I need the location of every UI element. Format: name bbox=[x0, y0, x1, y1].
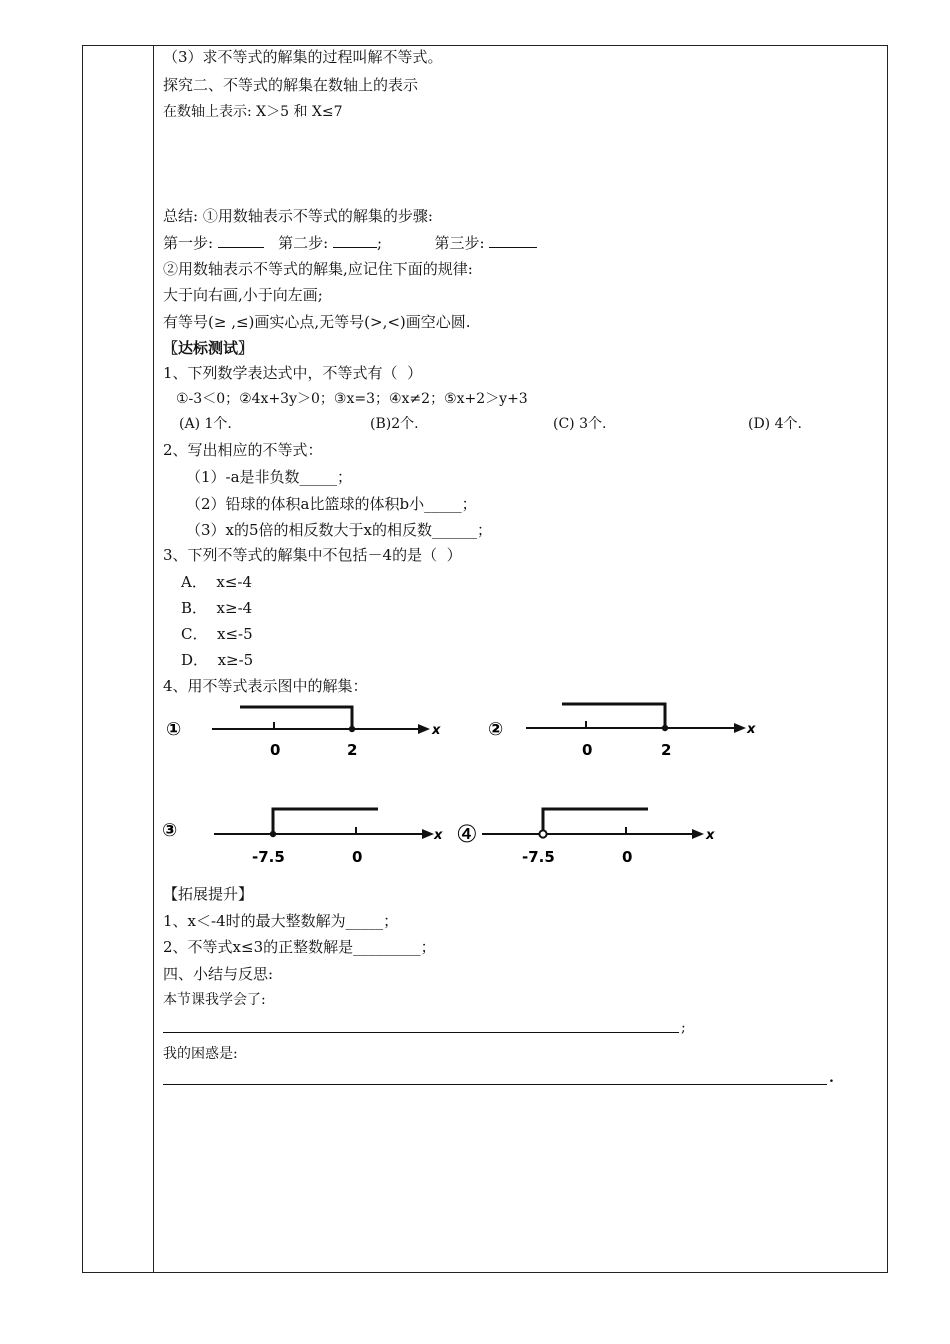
step1-label: 第一步: bbox=[163, 234, 214, 252]
figure-4-hollow-circle bbox=[539, 830, 546, 837]
extend-question-1: 1、x＜-4时的最大整数解为_____； bbox=[163, 912, 399, 930]
q1-option-d: (D) 4个. bbox=[748, 416, 802, 432]
confused-answer-line[interactable] bbox=[163, 1084, 827, 1085]
question-1-items: ①-3＜0；②4x+3y＞0；③x=3；④x≠2；⑤x+2＞y+3 bbox=[176, 391, 528, 407]
q1-option-b: (B)2个. bbox=[370, 416, 419, 432]
step1-blank[interactable] bbox=[218, 233, 264, 248]
steps-row bbox=[163, 233, 537, 253]
question-2-3: （3）x的5倍的相反数大于x的相反数______； bbox=[186, 521, 493, 539]
figure-1-label: ① bbox=[166, 719, 182, 740]
q3-option-d: D． x≥-5 bbox=[181, 651, 254, 669]
explore-two-heading: 探究二、不等式的解集在数轴上的表示 bbox=[163, 76, 419, 94]
figure-1-solution-ray bbox=[240, 707, 352, 729]
figure-2 bbox=[488, 704, 756, 759]
figure-1 bbox=[166, 707, 441, 759]
figure-3 bbox=[162, 809, 443, 866]
test-heading: 〖达标测试〗 bbox=[163, 339, 254, 357]
q1-option-a: (A) 1个. bbox=[179, 416, 232, 432]
q3-option-a: A． x≤-4 bbox=[181, 573, 253, 591]
q3-option-b: B． x≥-4 bbox=[181, 599, 253, 617]
figure-4-arrow bbox=[692, 829, 704, 839]
step2-label: 第二步: bbox=[278, 234, 329, 252]
confused-label: 我的困惑是: bbox=[163, 1046, 238, 1062]
figure-2-tick-label-2: 2 bbox=[661, 741, 672, 759]
extend-question-2: 2、不等式x≤3的正整数解是_________； bbox=[163, 938, 436, 956]
figure-3-solution-ray bbox=[273, 809, 378, 834]
learned-label: 本节课我学会了: bbox=[163, 992, 266, 1008]
number-line-task: 在数轴上表示: X＞5 和 X≤7 bbox=[163, 104, 343, 120]
figure-3-tick-label-0: 0 bbox=[352, 848, 363, 866]
figure-1-arrow bbox=[418, 724, 430, 734]
question-4: 4、用不等式表示图中的解集： bbox=[163, 677, 368, 695]
step3-blank[interactable] bbox=[489, 233, 537, 248]
figure-2-solid-dot bbox=[662, 725, 668, 731]
figure-2-tick-label-0: 0 bbox=[582, 741, 593, 759]
figure-1-solid-dot bbox=[349, 726, 355, 732]
section-four-heading: 四、小结与反思: bbox=[163, 965, 274, 983]
learned-answer-line[interactable] bbox=[163, 1032, 679, 1033]
figure-2-axis-label: x bbox=[747, 722, 756, 737]
number-line-figures bbox=[160, 700, 760, 875]
step2-blank[interactable] bbox=[333, 233, 377, 248]
question-2-1: （1）-a是非负数_____； bbox=[186, 468, 353, 486]
figure-4-solution-ray bbox=[543, 809, 648, 830]
figure-3-arrow bbox=[422, 829, 434, 839]
question-2: 2、写出相应的不等式： bbox=[163, 441, 323, 459]
figure-1-tick-label-0: 0 bbox=[270, 741, 281, 759]
rule-intro: ②用数轴表示不等式的解集,应记住下面的规律: bbox=[163, 260, 473, 278]
figure-1-axis-label: x bbox=[432, 723, 441, 738]
q3-option-c: C． x≤-5 bbox=[181, 625, 253, 643]
extend-heading: 【拓展提升】 bbox=[163, 885, 254, 903]
rule-direction: 大于向右画,小于向左画; bbox=[163, 286, 323, 304]
figure-3-axis-label: x bbox=[434, 828, 443, 843]
rule-dots: 有等号(≥ ,≤)画实心点,无等号(>,<)画空心圆. bbox=[163, 313, 471, 331]
figure-4 bbox=[456, 809, 715, 866]
q1-option-c: (C) 3个. bbox=[553, 416, 607, 432]
question-1: 1、下列数学表达式中，不等式有（ ） bbox=[163, 364, 423, 382]
confused-end: . bbox=[829, 1070, 834, 1086]
step2-end: ; bbox=[377, 234, 383, 252]
figure-1-tick-label-2: 2 bbox=[347, 741, 358, 759]
question-3: 3、下列不等式的解集中不包括－4的是（ ） bbox=[163, 546, 462, 564]
figure-4-label: ④ bbox=[456, 820, 478, 848]
summary-title: 总结: ①用数轴表示不等式的解集的步骤: bbox=[163, 207, 433, 225]
figure-3-solid-dot bbox=[270, 831, 276, 837]
figure-2-label: ② bbox=[488, 719, 504, 740]
solve-inequality-definition: （3）求不等式的解集的过程叫解不等式。 bbox=[163, 48, 443, 66]
learned-end: ; bbox=[681, 1020, 686, 1036]
column-divider bbox=[153, 45, 154, 1273]
figure-4-tick-label-0: 0 bbox=[622, 848, 633, 866]
figure-3-label: ③ bbox=[162, 820, 178, 841]
step3-label: 第三步: bbox=[434, 234, 485, 252]
figure-2-solution-ray bbox=[562, 704, 665, 728]
figure-3-tick-label-neg: -7.5 bbox=[252, 848, 285, 866]
figure-4-tick-label-neg: -7.5 bbox=[522, 848, 555, 866]
question-2-2: （2）铅球的体积a比篮球的体积b小_____； bbox=[186, 495, 477, 513]
figure-4-axis-label: x bbox=[706, 828, 715, 843]
figure-2-arrow bbox=[734, 723, 746, 733]
